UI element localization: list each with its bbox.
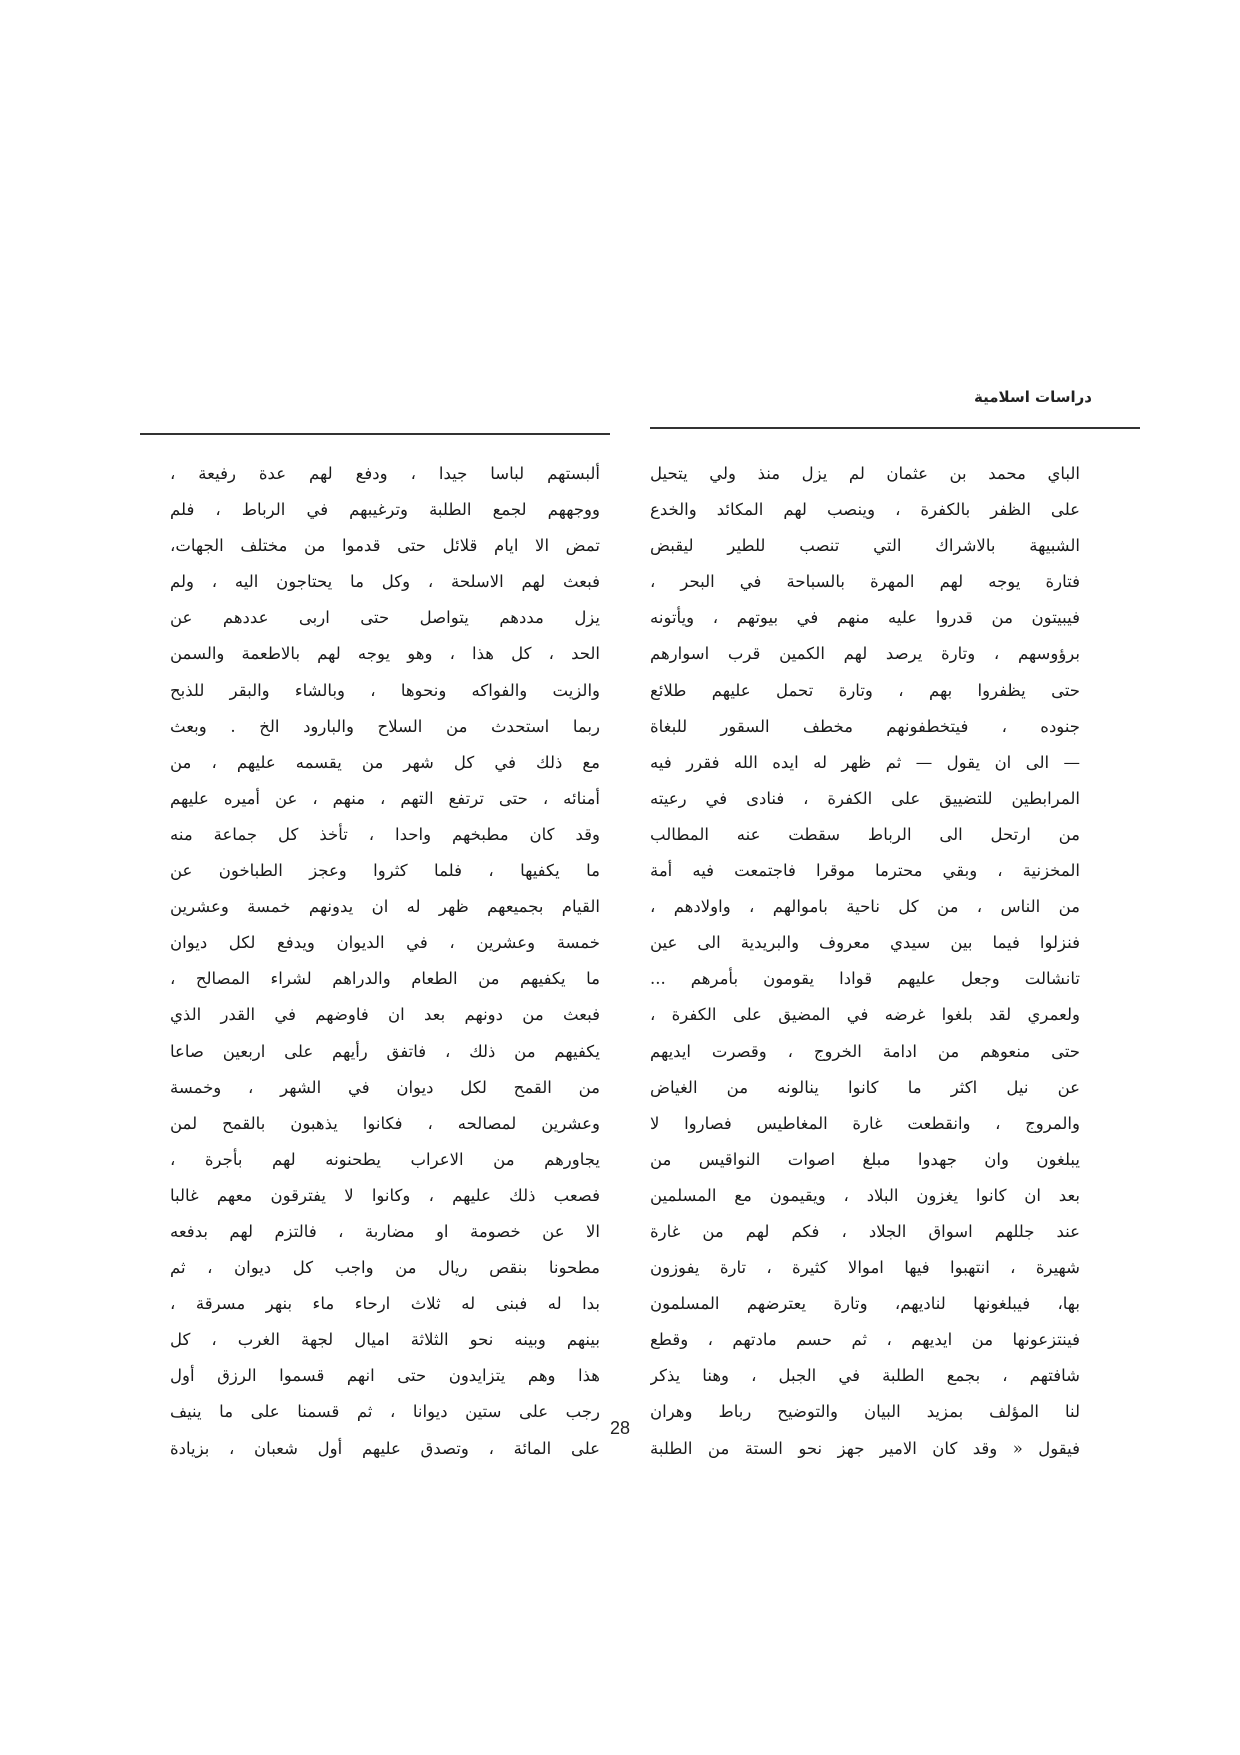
header-rule-right [650, 427, 1140, 429]
text-line: عند جللهم اسواق الجلاد ، فكم لهم من غارة [650, 1221, 1080, 1241]
text-line: جنوده ، فيتخطفونهم مخطف السقور للبغاة [650, 716, 1080, 736]
text-line: ما يكفيها ، فلما كثروا وعجز الطباخون عن [170, 861, 600, 881]
text-line: على المائة ، وتصدق عليهم أول شعبان ، بزيادة [170, 1438, 600, 1458]
text-line: — الى ان يقول — ثم ظهر له ايده الله فقرر فيه [650, 752, 1080, 772]
text-line: يزل مددهم يتواصل حتى اربى عددهم عن [170, 608, 600, 628]
text-column-right [650, 456, 1080, 1467]
text-line: ما يكفيهم من الطعام والدراهم لشراء المصالح ، [170, 969, 600, 989]
text-line: يكفيهم من ذلك ، فاتفق رأيهم على اربعين صاعا [170, 1041, 600, 1061]
text-line: القيام بجميعهم ظهر له ان يدونهم خمسة وعشرين [170, 897, 600, 917]
text-line: وقد كان مطبخهم واحدا ، تأخذ كل جماعة منه [170, 824, 600, 844]
text-line: بعد ان كانوا يغزون البلاد ، ويقيمون مع المسلمين [650, 1185, 1080, 1205]
text-line: شهيرة ، انتهبوا فيها اموالا كثيرة ، تارة يفوزون [650, 1258, 1080, 1278]
text-line: الا عن خصومة او مضاربة ، فالتزم لهم بدفعه [170, 1221, 600, 1241]
text-line: أمنائه ، حتى ترتفع التهم ، منهم ، عن أميره عليهم [170, 788, 600, 808]
text-line: والزيت والفواكه ونحوها ، وبالشاء والبقر للذبح [170, 680, 600, 700]
text-line: حتى منعوهم من ادامة الخروج ، وقصرت ايديهم [650, 1041, 1080, 1061]
text-line: بدا له فبنى له ثلاث ارحاء ماء بنهر مسرقة ، [170, 1294, 600, 1314]
text-line: فنزلوا فيما بين سيدي معروف والبريدية الى عين [650, 933, 1080, 953]
text-line: خمسة وعشرين ، في الديوان ويدفع لكل ديوان [170, 933, 600, 953]
text-line: بها، فيبلغونها لناديهم، وتارة يعترضهم المسلمون [650, 1294, 1080, 1314]
text-line: برؤوسهم ، وتارة يرصد لهم الكمين قرب اسوارهم [650, 644, 1080, 664]
text-line: يبلغون وان جهدوا مبلغ اصوات النواقيس من [650, 1149, 1080, 1169]
text-line: من ارتحل الى الرباط سقطت عنه المطالب [650, 824, 1080, 844]
text-line: ووجههم لجمع الطلبة وترغيبهم في الرباط ، فلم [170, 500, 600, 520]
text-line: ربما استحدث من السلاح والبارود الخ . وبعث [170, 716, 600, 736]
text-line: فتارة يوجه لهم المهرة بالسباحة في البحر ، [650, 572, 1080, 592]
text-line: فبعث لهم الاسلحة ، وكل ما يحتاجون اليه ، ولم [170, 572, 600, 592]
text-line: وعشرين لمصالحه ، فكانوا يذهبون بالقمح لمن [170, 1113, 600, 1133]
header-rule-left [140, 433, 610, 435]
text-line: ولعمري لقد بلغوا غرضه في المضيق على الكفرة ، [650, 1005, 1080, 1025]
text-line: المخزنية ، وبقي محترما موقرا فاجتمعت فيه أمة [650, 861, 1080, 881]
text-line: الشبيهة بالاشراك التي تنصب للطير ليقبض [650, 536, 1080, 556]
text-line: ألبستهم لباسا جيدا ، ودفع لهم عدة رفيعة ، [170, 464, 600, 483]
text-column-left [170, 456, 600, 1467]
text-line: عن نيل اكثر ما كانوا ينالونه من الغياض [650, 1077, 1080, 1097]
text-line: فيبيتون من قدروا عليه منهم في بيوتهم ، ويأتونه [650, 608, 1080, 628]
text-line: الباي محمد بن عثمان لم يزل منذ ولي يتحيل [650, 464, 1080, 483]
text-line: يجاورهم من الاعراب يطحنونه لهم بأجرة ، [170, 1149, 600, 1169]
text-line: فصعب ذلك عليهم ، وكانوا لا يفترقون معهم غالبا [170, 1185, 600, 1205]
text-line: فبعث من دونهم بعد ان فاوضهم في القدر الذي [170, 1005, 600, 1025]
text-line: على الظفر بالكفرة ، وينصب لهم المكائد والخدع [650, 500, 1080, 520]
text-line: شافتهم ، بجمع الطلبة في الجبل ، وهنا يذكر [650, 1366, 1080, 1386]
text-line: فيقول « وقد كان الامير جهز نحو الستة من الطلبة [650, 1438, 1080, 1458]
text-line: هذا وهم يتزايدون حتى انهم قسموا الرزق أول [170, 1366, 600, 1386]
text-line: فينتزعونها من ايديهم ، ثم حسم مادتهم ، وقطع [650, 1330, 1080, 1350]
text-line: المرابطين للتضييق على الكفرة ، فنادى في رعيته [650, 788, 1080, 808]
text-line: مطحونا بنقص ريال من واجب كل ديوان ، ثم [170, 1258, 600, 1278]
running-head: دراسات اسلامية [974, 388, 1092, 406]
text-line: من الناس ، من كل ناحية باموالهم ، واولادهم ، [650, 897, 1080, 917]
text-line: مع ذلك في كل شهر من يقسمه عليهم ، من [170, 752, 600, 772]
text-line: بينهم وبينه نحو الثلاثة اميال لجهة الغرب ، كل [170, 1330, 600, 1350]
text-line: والمروج ، وانقطعت غارة المغاطيس فصاروا لا [650, 1113, 1080, 1133]
text-line: تمض الا ايام قلائل حتى قدموا من مختلف الجهات، [170, 536, 600, 556]
text-line: رجب على ستين ديوانا ، ثم قسمنا على ما ينيف [170, 1402, 600, 1422]
page-number: 28 [609, 1418, 631, 1438]
text-line: تانشالت وجعل عليهم قوادا يقومون بأمرهم ... [650, 969, 1080, 989]
text-line: من القمح لكل ديوان في الشهر ، وخمسة [170, 1077, 600, 1097]
text-line: حتى يظفروا بهم ، وتارة تحمل عليهم طلائع [650, 680, 1080, 700]
text-line: لنا المؤلف بمزيد البيان والتوضيح رباط وهران [650, 1402, 1080, 1422]
text-line: الحد ، كل هذا ، وهو يوجه لهم بالاطعمة والسمن [170, 644, 600, 664]
